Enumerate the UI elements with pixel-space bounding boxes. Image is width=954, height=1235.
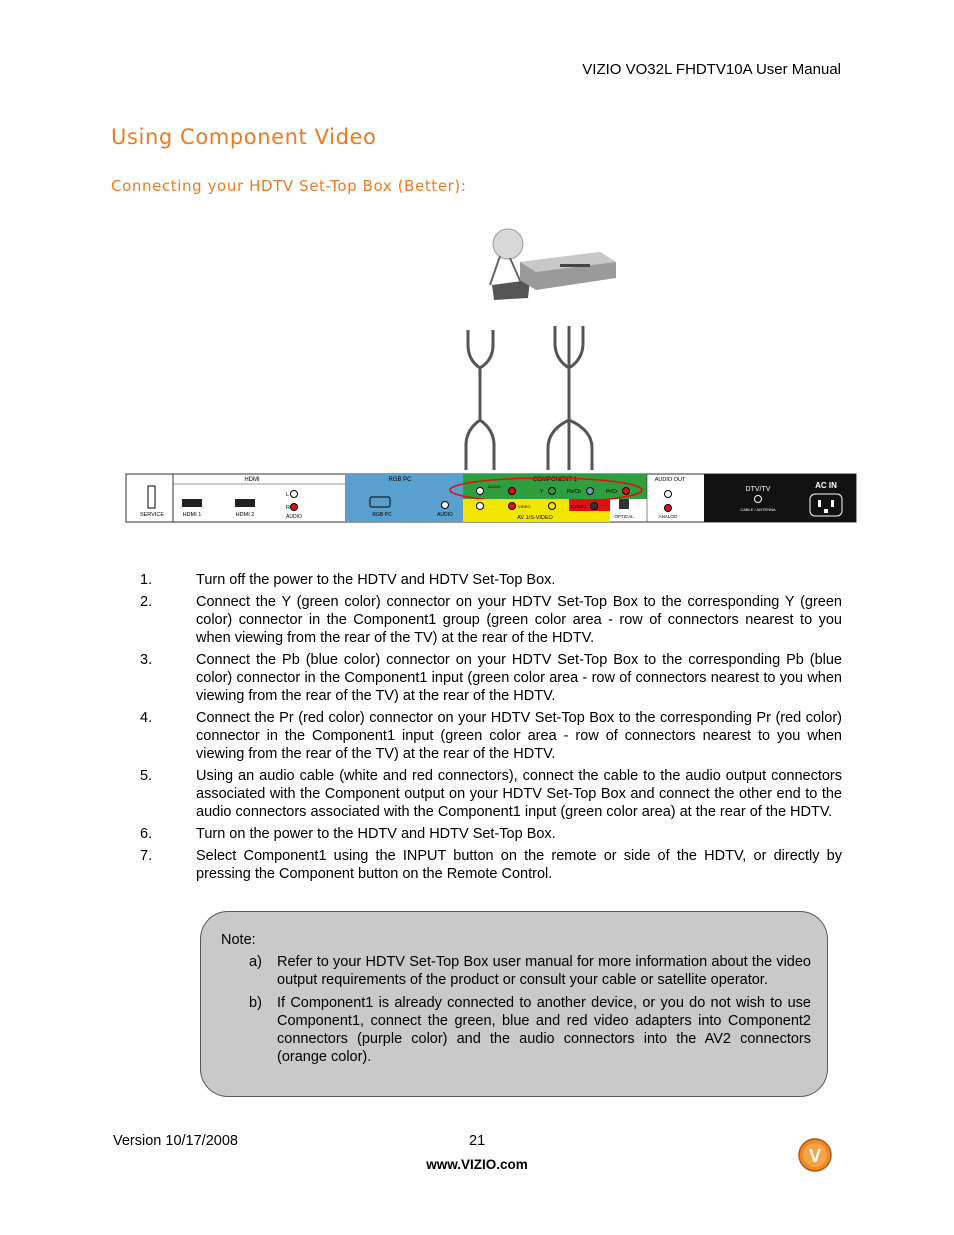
component-cable-icon (548, 326, 592, 470)
set-top-box-icon (520, 252, 616, 290)
page-number: 21 (469, 1133, 486, 1149)
service-label: SERVICE (139, 512, 165, 518)
dtv-label: DTV/TV (745, 486, 771, 493)
section-title: Using Component Video (111, 125, 377, 149)
footer-version: Version 10/17/2008 (113, 1133, 238, 1149)
hdmi-audio-r: R (286, 505, 290, 511)
av-label: AV 1/S-VIDEO (517, 515, 553, 521)
list-item: 4. Connect the Pr (red color) connector on your HDTV Set-Top Box to the corresponding Pr (red color) connector in the Component1 input (green color area - row of connectors nearest to you when viewing from the rear of the TV) at the rear of the HDTV. (140, 710, 842, 762)
analog-label: ANALOG (658, 514, 678, 519)
hdmi1-label: HDMI 1 (182, 512, 202, 518)
manual-title: VIZIO VO32L FHDTV10A User Manual (582, 61, 841, 78)
note-item: b) If Component1 is already connected to another device, or you do not wish to use Component1, connect the green, blue and red video adapters into Component2 connectors (purple color) and the audio connectors into the AV2 connectors (orange color). (249, 995, 811, 1065)
hdmi-audio-l: L (286, 492, 290, 498)
list-item: 6. Turn on the power to the HDTV and HDTV Set-Top Box. (140, 826, 556, 842)
note-box (200, 911, 828, 1097)
component-title: COMPONENT 1 (533, 477, 577, 483)
tv-rear-panel (126, 474, 856, 522)
audio-out-title: AUDIO OUT (654, 477, 686, 483)
component-y-label: Y (540, 489, 544, 495)
instruction-steps (140, 571, 842, 887)
hdmi-audio-label: AUDIO (286, 514, 302, 520)
footer-url: www.VIZIO.com (426, 1157, 528, 1172)
component-pb-label: Pb/Cb (567, 489, 581, 495)
ac-in-label: AC IN (815, 481, 837, 490)
audio-cable-icon (466, 330, 494, 470)
note-title: Note: (221, 932, 256, 948)
connection-diagram (0, 200, 954, 560)
rgb-audio-label: AUDIO (437, 512, 453, 518)
av-video-label: VIDEO (518, 504, 531, 509)
rgb-pc-label: RGB PC (372, 512, 392, 518)
note-item: a) Refer to your HDTV Set-Top Box user manual for more information about the video output requirements of the product or consult your cable or satellite operator. (249, 954, 811, 988)
list-item: 3. Connect the Pb (blue color) connector on your HDTV Set-Top Box to the corresponding Pb (blue color) connector in the Component1 input (green color area - row of connectors nearest to you when viewing from the rear of the TV) at the rear of the HDTV. (140, 652, 842, 704)
component-pr-label: Pr/Cr (606, 489, 618, 495)
cable-label: CABLE / ANTENNA (740, 507, 776, 512)
rgb-title: RGB PC (388, 477, 412, 483)
svg-text:V: V (808, 1146, 822, 1166)
list-item: 7. Select Component1 using the INPUT button on the remote or side of the HDTV, or directly by pressing the Component button on the Remote Control. (140, 848, 842, 882)
vizio-logo-icon (797, 1137, 833, 1173)
hdmi2-label: HDMI 2 (235, 512, 255, 518)
optical-label: OPTICAL (614, 514, 634, 519)
section-subtitle: Connecting your HDTV Set-Top Box (Better): (111, 177, 467, 195)
list-item: 5. Using an audio cable (white and red connectors), connect the cable to the audio output connectors associated with the Component output on your HDTV Set-Top Box and connect the other end to the audio connectors associated with the Component1 input (green color area) at the rear of the HDTV. (140, 768, 842, 820)
component-audio-label: AUDIO (488, 484, 501, 489)
list-item: 2. Connect the Y (green color) connector on your HDTV Set-Top Box to the corresponding Y (green color) connector in the Component1 group (green color area - row of connectors nearest to you when viewing from the rear of the TV) at the rear of the HDTV. (140, 594, 842, 646)
list-item: 1. Turn off the power to the HDTV and HDTV Set-Top Box. (140, 572, 556, 588)
hdmi-title: HDMI (244, 477, 260, 483)
av-svideo-label: S-VIDEO (570, 504, 587, 509)
